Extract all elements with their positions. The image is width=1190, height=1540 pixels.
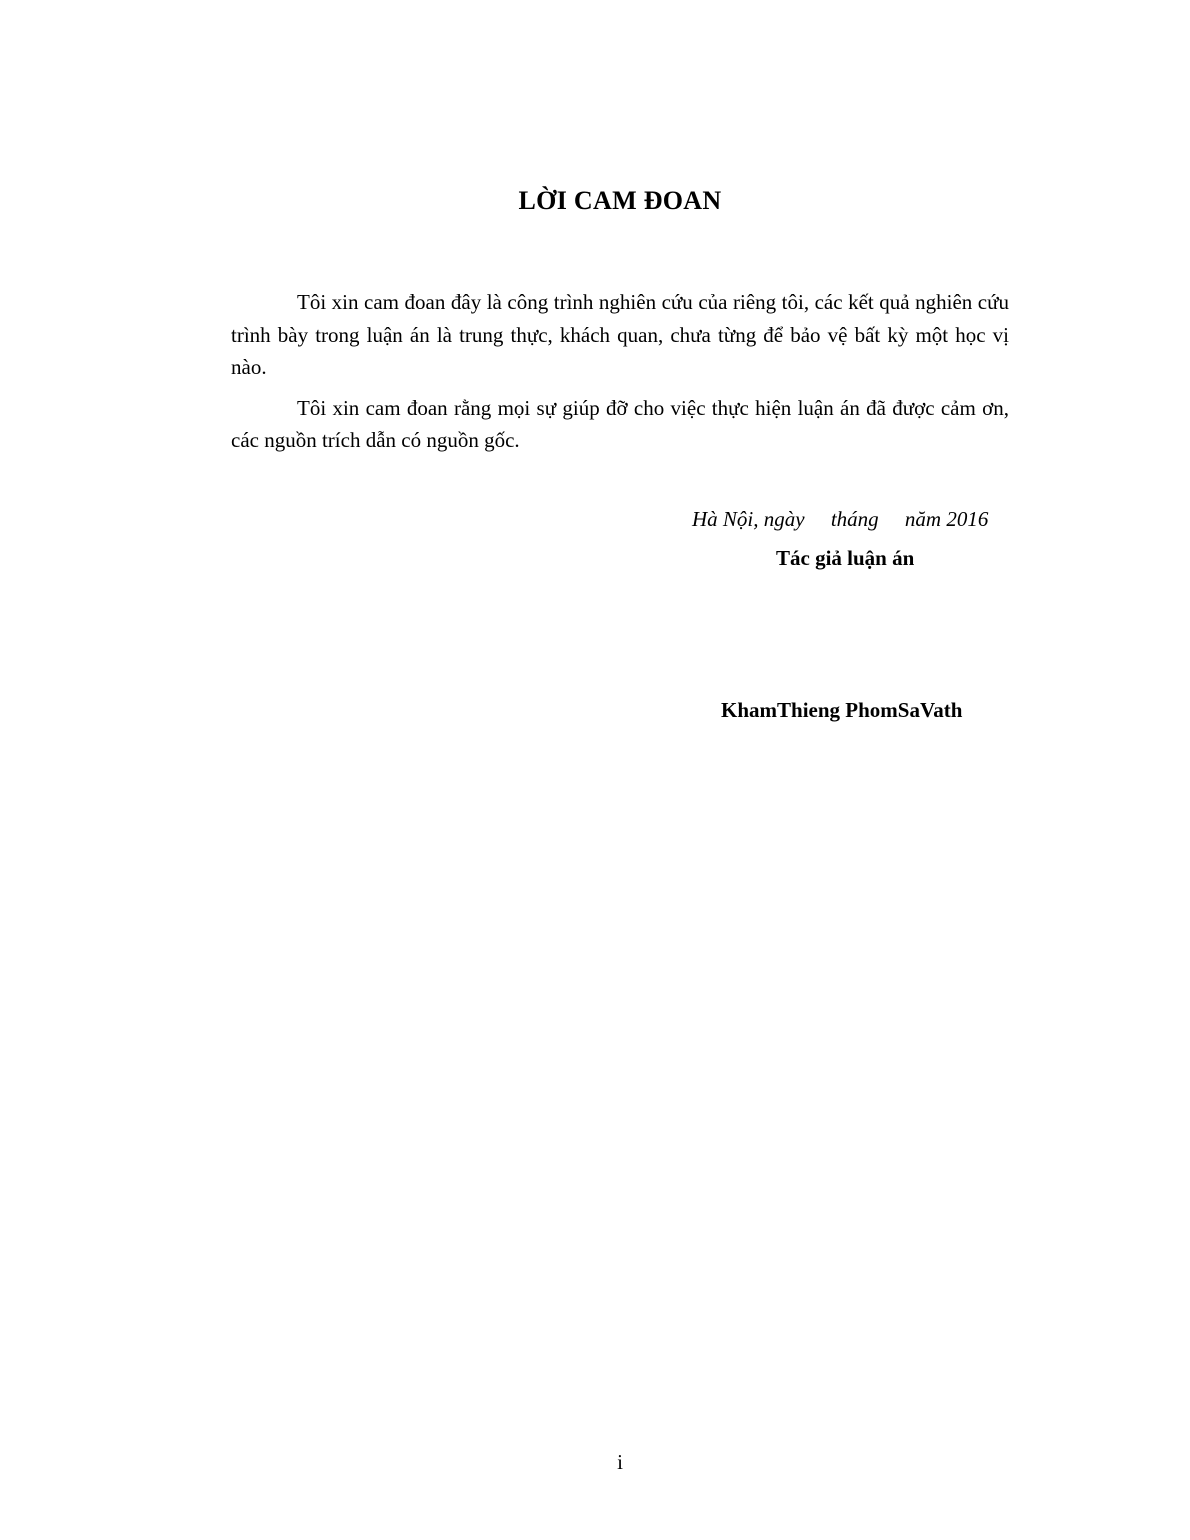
page-number: i — [617, 1450, 623, 1474]
author-name: KhamThieng PhomSaVath — [721, 698, 963, 722]
declaration-paragraph-1: Tôi xin cam đoan đây là công trình nghiên cứu của riêng tôi, các kết quả nghiên cứu trình bày trong luận án là trung thực, khách quan, chưa từng để bảo vệ bất kỳ một học vị nào. — [231, 290, 1009, 379]
author-role-label: Tác giả luận án — [776, 546, 915, 570]
place-date-line: Hà Nội, ngày tháng năm 2016 — [692, 507, 989, 531]
declaration-body — [231, 286, 1009, 457]
declaration-paragraph-2: Tôi xin cam đoan rằng mọi sự giúp đỡ cho việc thực hiện luận án đã được cảm ơn, các nguồn trích dẫn có nguồn gốc. — [231, 395, 1009, 452]
page-title: LỜI CAM ĐOAN — [518, 186, 722, 215]
